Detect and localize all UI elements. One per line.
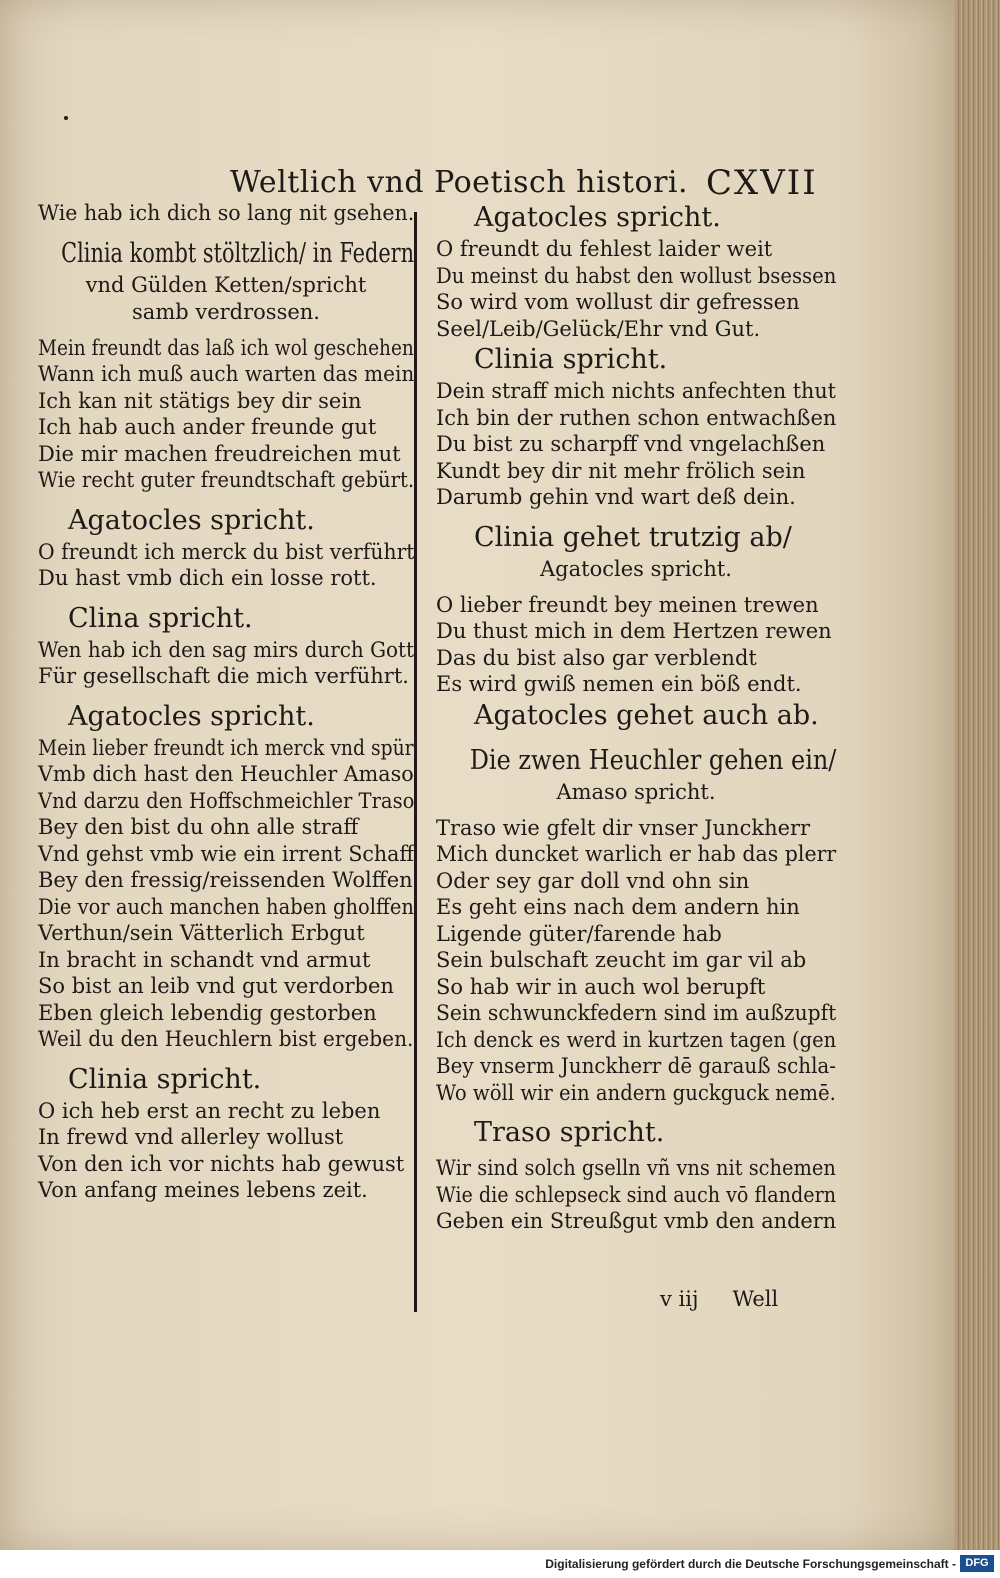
spacer [38,592,414,601]
speaker-heading: Clinia spricht. [474,344,668,375]
verse-line: In frewd vnd allerley wollust [38,1125,344,1149]
verse-line: Wann ich muß auch warten das mein [38,362,415,386]
speaker-heading: Agatocles spricht. [474,202,721,233]
verse-line: Ich denck es werd in kurtzen tagen (gen [436,1027,837,1052]
verse-line: Ich bin der ruthen schon entwachßen [436,405,837,430]
verse-line: Wie die schlepseck sind auch vō flandern [436,1182,837,1207]
verse-line: O freundt ich merck du bist verführt [38,539,415,564]
running-head: Weltlich vnd Poetisch histori. [230,165,689,200]
speaker-heading: Clinia kombt stöltzlich/ in Federn [61,237,415,269]
ink-speck [64,116,68,120]
spacer [436,734,836,743]
speaker-heading: Die zwen Heuchler gehen ein/ [469,744,837,776]
column-rule [414,212,417,1312]
speaker-heading: Agatocles gehet auch ab. [474,699,819,731]
verse-line: Bey den fressig/reissenden Wolffen [38,868,413,892]
stage-direction: Amaso spricht. [556,779,716,804]
verse-line: Mein lieber freundt ich merck vnd spür [38,735,414,760]
verse-line: Traso wie gfelt dir vnser Junckherr [436,815,811,840]
verse-line: In bracht in schandt vnd armut [38,947,371,972]
verse-line: Wie recht guter freundtschaft gebürt. [38,468,415,492]
verse-line: Es geht eins nach dem andern hin [436,895,800,919]
verse-line: Sein bulschaft zeucht im gar vil ab [436,948,807,972]
spacer [38,326,414,335]
verse-line: Kundt bey dir nit mehr frölich sein [436,458,806,483]
verse-line: So wird vom wollust dir gefressen [436,290,800,314]
verse-line: Vmb dich hast den Heuchler Amaso [38,762,414,786]
verse-line: Du hast vmb dich ein losse rott. [38,566,377,590]
speaker-heading: Agatocles spricht. [68,700,315,732]
verse-line: Es wird gwiß nemen ein böß endt. [436,672,802,696]
verse-line: Das du bist also gar verblendt [436,645,757,670]
verse-line: Verthun/sein Vätterlich Erbgut [38,921,365,945]
verse-line: O lieber freundt bey meinen trewen [436,592,819,617]
verse-line: Bey vnserm Junckherr dē garauß schla- [436,1054,837,1078]
footer-bar [0,1550,1000,1578]
verse-line: Mein freundt das laß ich wol geschehen [38,335,414,360]
spacer [436,1106,836,1115]
stage-direction: vnd Gülden Ketten/spricht [85,272,367,297]
verse-line: Wir sind solch gselln vñ vns nit schemen [436,1156,836,1180]
verse-line: Dein straff mich nichts anfechten thut [436,379,837,403]
funding-credit: Digitalisierung gefördert durch die Deutsche Forschungsgemeinschaft - [545,1557,956,1571]
right-column [436,200,836,1235]
verse-line: Ich hab auch ander freunde gut [38,415,377,439]
verse-line: Darumb gehin vnd wart deß dein. [436,485,796,509]
catchline [660,1287,812,1311]
verse-line: O freundt du fehlest laider weit [436,237,773,261]
verse-line: Wen hab ich den sag mirs durch Gott [38,637,415,662]
verse-line: Eben gleich lebendig gestorben [38,1000,377,1025]
verse-line: So bist an leib vnd gut verdorben [38,974,394,998]
speaker-heading: Agatocles spricht. [68,504,315,536]
verse-line: Die mir machen freudreichen mut [38,441,401,466]
verse-line: Für gesellschaft die mich verführt. [38,664,409,688]
speaker-heading: Clina spricht. [68,602,253,634]
speaker-heading: Clinia spricht. [68,1063,262,1095]
verse-line: Ligende güter/farende hab [436,921,722,946]
folio-number: CXVII [706,163,818,203]
verse-line: Von den ich vor nichts hab gewust [38,1151,405,1176]
verse-line: So hab wir in auch wol berupft [436,974,766,999]
verse-line: Wo wöll wir ein andern guckguck nemē. [436,1080,836,1105]
dfg-logo: DFG [960,1555,994,1572]
spacer [38,227,414,236]
page-edges [955,0,1000,1550]
verse-line: Bey den bist du ohn alle straff [38,815,359,839]
verse-line: O ich heb erst an recht zu leben [38,1098,381,1123]
verse-line: Von anfang meines lebens zeit. [38,1178,368,1202]
left-column [38,200,414,1204]
speaker-heading: Clinia gehet trutzig ab/ [474,521,792,553]
verse-line: Vnd gehst vmb wie ein irrent Schaff [38,841,415,866]
verse-line: Vnd darzu den Hoffschmeichler Traso [38,788,415,813]
catchword: Well [732,1287,779,1311]
stage-direction: samb verdrossen. [132,299,320,324]
verse-line: Oder sey gar doll vnd ohn sin [436,868,750,893]
verse-line: Wie hab ich dich so lang nit gsehen. [38,201,415,225]
verse-line: Du bist zu scharpff vnd vngelachßen [436,432,826,456]
spacer [436,806,836,815]
verse-line: Geben ein Streußgut vmb den andern [436,1209,837,1233]
stage-direction: Agatocles spricht. [540,556,732,581]
spacer [436,583,836,592]
signature-mark: v iij [660,1287,699,1311]
verse-line: Seel/Leib/Gelück/Ehr vnd Gut. [436,316,761,341]
spacer [38,690,414,699]
spacer [38,494,414,503]
verse-line: Ich kan nit stätigs bey dir sein [38,388,362,413]
speaker-heading: Traso spricht. [474,1117,665,1148]
verse-line: Du thust mich in dem Hertzen rewen [436,619,832,643]
verse-line: Sein schwunckfedern sind im außzupft [436,1001,837,1025]
verse-line: Weil du den Heuchlern bist ergeben. [38,1027,414,1051]
verse-line: Mich duncket warlich er hab das plerr [436,842,837,866]
verse-line: Die vor auch manchen haben gholffen [38,894,414,919]
spacer [436,511,836,520]
verse-line: Du meinst du habst den wollust bsessen [436,263,837,288]
spacer [38,1053,414,1062]
